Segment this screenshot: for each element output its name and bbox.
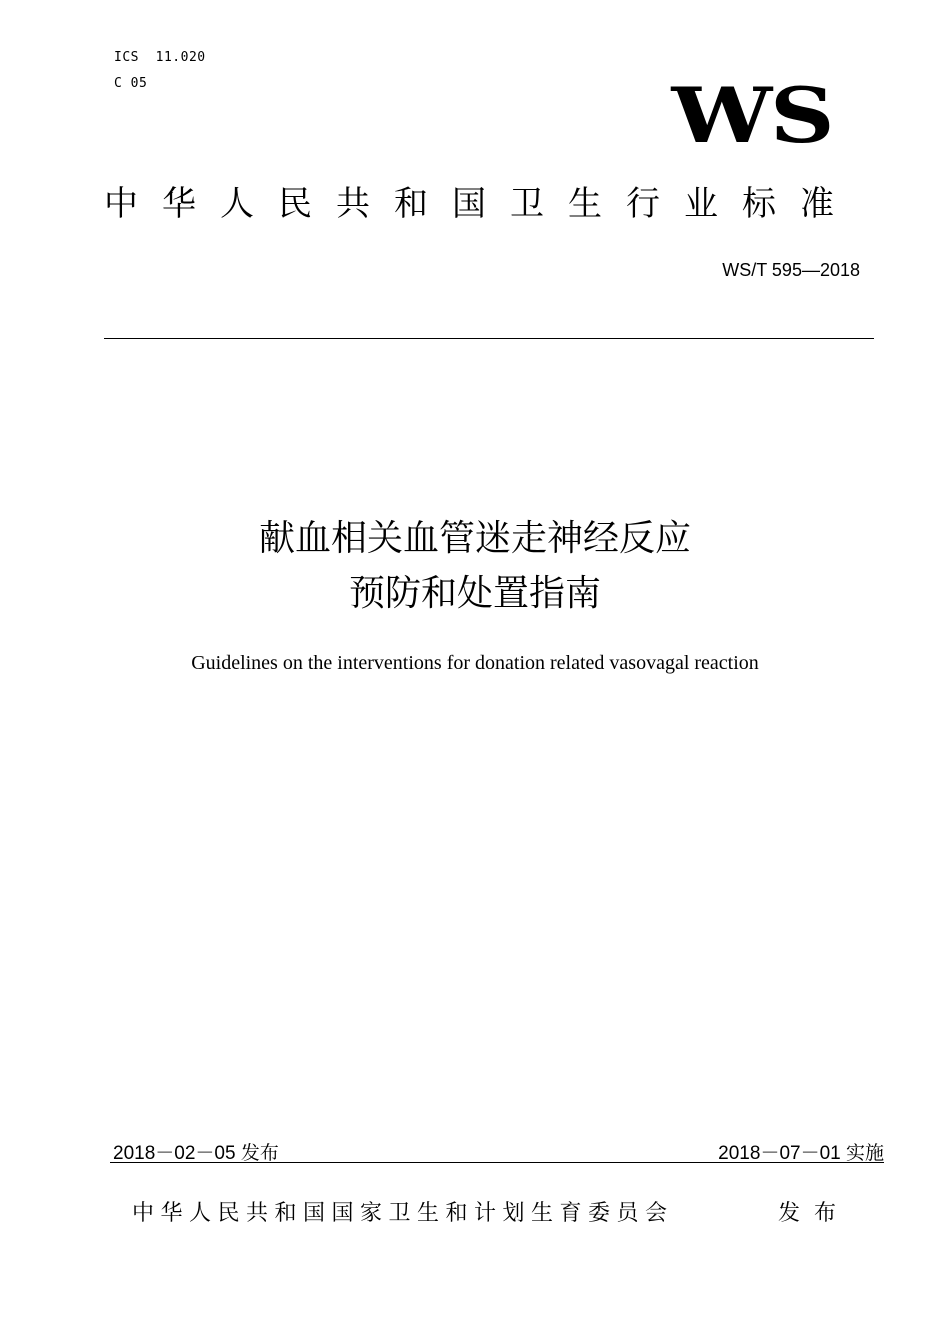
issuing-authority: 中华人民共和国国家卫生和计划生育委员会 xyxy=(132,1201,674,1226)
document-title-en: Guidelines on the interventions for donation related vasovagal reaction xyxy=(191,652,759,674)
standard-number: WS/T 595—2018 xyxy=(722,260,860,280)
document-title-zh-line2: 预防和处置指南 xyxy=(348,573,601,614)
footer-divider xyxy=(110,1162,884,1163)
effective-date: 2018－07－01 实施 xyxy=(718,1143,884,1164)
header-divider xyxy=(104,338,874,339)
publish-date: 2018－02－05 发布 xyxy=(113,1143,279,1164)
issuing-action: 发布 xyxy=(778,1201,851,1226)
ccs-code: C 05 xyxy=(114,76,148,91)
standard-category-title: 中华人民共和国卫生行业标准 xyxy=(104,184,858,224)
ics-code: ICS 11.020 xyxy=(114,50,206,65)
ws-logo: WS xyxy=(671,71,832,160)
document-title-zh-line1: 献血相关血管迷走神经反应 xyxy=(258,518,691,559)
